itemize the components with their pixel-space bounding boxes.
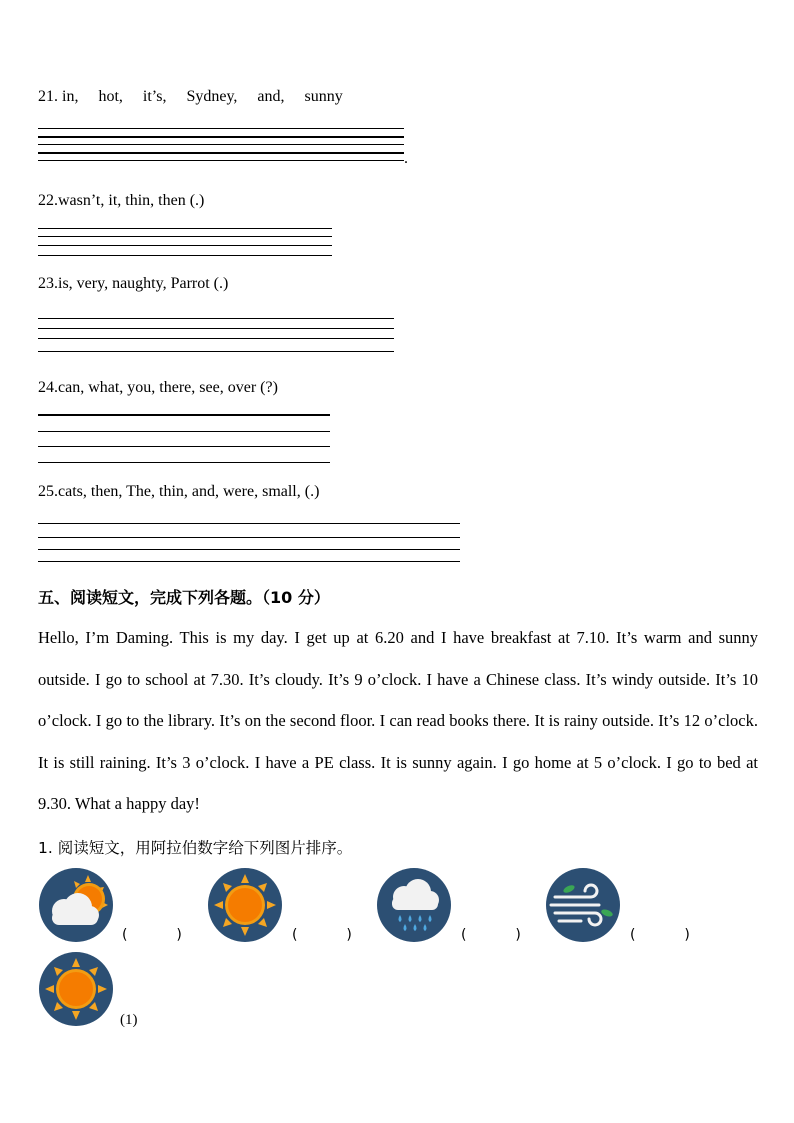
order-blank[interactable]: ( ) bbox=[292, 927, 352, 943]
rainy-icon bbox=[376, 867, 452, 943]
answer-line bbox=[38, 446, 330, 447]
question-24: 24.can, what, you, there, see, over (?) bbox=[38, 379, 278, 396]
question-25: 25.cats, then, The, thin, and, were, small, (.) bbox=[38, 483, 320, 500]
answer-line bbox=[38, 537, 460, 538]
end-mark: . bbox=[404, 150, 408, 167]
answer-line bbox=[38, 144, 404, 145]
answer-line bbox=[38, 236, 332, 237]
order-blank[interactable]: ( ) bbox=[461, 927, 521, 943]
answer-line bbox=[38, 160, 404, 161]
section-title: 五、阅读短文，完成下列各题。（10 分） bbox=[38, 588, 330, 607]
question-23: 23.is, very, naughty, Parrot (.) bbox=[38, 275, 229, 292]
answer-line bbox=[38, 152, 404, 154]
answer-line bbox=[38, 228, 332, 229]
answer-line bbox=[38, 128, 404, 129]
answer-line bbox=[38, 318, 394, 319]
windy-icon bbox=[545, 867, 621, 943]
cloudy-sun-icon bbox=[38, 867, 114, 943]
answer-line bbox=[38, 414, 330, 416]
reading-passage: Hello, I’m Daming. This is my day. I get up at 6.20 and I have breakfast at 7.10. It’s warm and sunny outside. I go to school at 7.30. It’s cloudy. It’s 9 o’clock. I have a Chinese class. It’s windy outside. It’s 10 o’clock. I go to the library. It’s on the second floor. I can read books there. It is rainy outside. It’s 12 o’clock. It is still raining. It’s 3 o’clock. I have a PE class. It is sunny again. I go home at 5 o’clock. I go to bed at 9.30. What a happy day! bbox=[38, 628, 758, 813]
answer-line bbox=[38, 255, 332, 256]
answer-line bbox=[38, 561, 460, 562]
question-22: 22.wasn’t, it, thin, then (.) bbox=[38, 192, 205, 209]
answer-line bbox=[38, 136, 404, 138]
answer-line bbox=[38, 549, 460, 550]
sunny-icon bbox=[207, 867, 283, 943]
question-21: 21. in, hot, it’s, Sydney, and, sunny bbox=[38, 88, 343, 105]
answer-line bbox=[38, 351, 394, 352]
task-instruction: 1. 阅读短文，用阿拉伯数字给下列图片排序。 bbox=[38, 839, 353, 857]
order-answer: (1) bbox=[120, 1012, 138, 1028]
sunny-icon bbox=[38, 951, 114, 1027]
answer-line bbox=[38, 338, 394, 339]
order-blank[interactable]: ( ) bbox=[122, 927, 182, 943]
answer-line bbox=[38, 462, 330, 463]
order-blank[interactable]: ( ) bbox=[630, 927, 690, 943]
answer-line bbox=[38, 328, 394, 329]
answer-line bbox=[38, 245, 332, 246]
answer-line bbox=[38, 523, 460, 524]
answer-line bbox=[38, 431, 330, 432]
